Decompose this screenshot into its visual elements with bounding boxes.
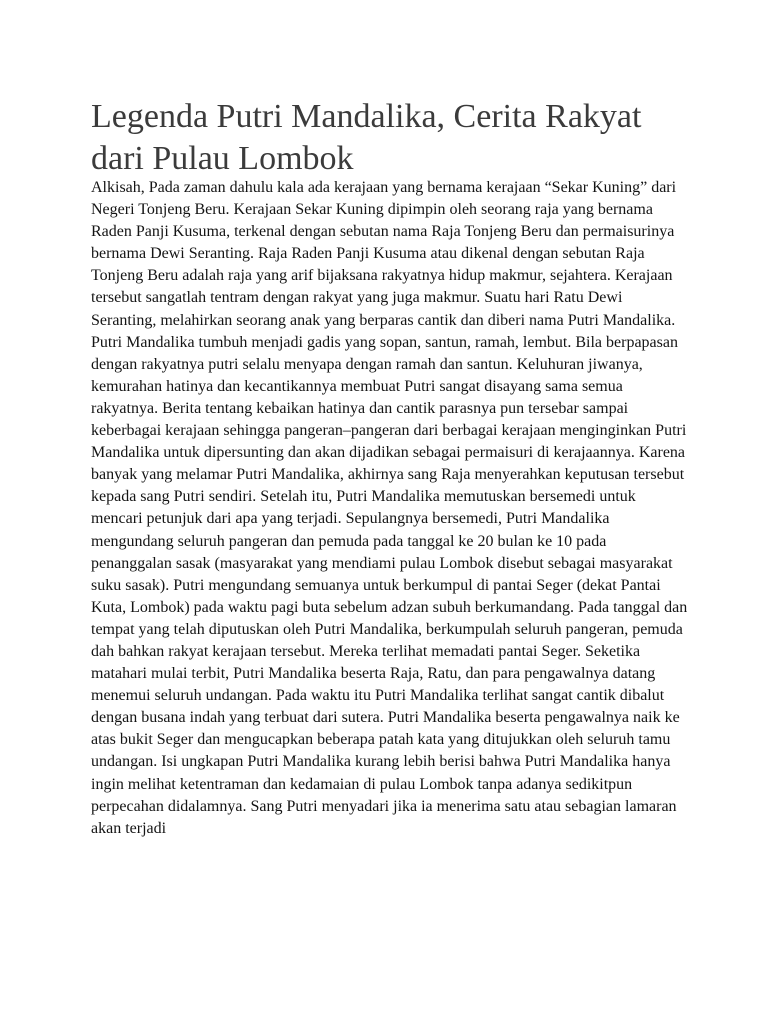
document-body-text: Alkisah, Pada zaman dahulu kala ada kerajaan yang bernama kerajaan “Sekar Kuning” dari Negeri Tonjeng Beru. Kerajaan Sekar Kuning dipimpin oleh seorang raja yang bernama Raden Panji Kusuma, terkenal dengan sebutan nama Raja Tonjeng Beru dan permaisurinya bernama Dewi Seranting. Raja Raden Panji Kusuma atau dikenal dengan sebutan Raja Tonjeng Beru adalah raja yang arif bijaksana rakyatnya hidup makmur, sejahtera. Kerajaan tersebut sangatlah tentram dengan rakyat yang juga makmur. Suatu hari Ratu Dewi Seranting, melahirkan seorang anak yang berparas cantik dan diberi nama Putri Mandalika. Putri Mandalika tumbuh menjadi gadis yang sopan, santun, ramah, lembut. Bila berpapasan dengan rakyatnya putri selalu menyapa dengan ramah dan santun. Keluhuran jiwanya, kemurahan hatinya dan kecantikannya membuat Putri sangat disayang sama semua rakyatnya. Berita tentang kebaikan hatinya dan cantik parasnya pun tersebar sampai keberbagai kerajaan sehingga pangeran–pangeran dari berbagai kerajaan menginginkan Putri Mandalika untuk dipersunting dan akan dijadikan sebagai permaisuri di kerajaannya. Karena banyak yang melamar Putri Mandalika, akhirnya sang Raja menyerahkan keputusan tersebut kepada sang Putri sendiri. Setelah itu, Putri Mandalika memutuskan bersemedi untuk mencari petunjuk dari apa yang terjadi. Sepulangnya bersemedi, Putri Mandalika mengundang seluruh pangeran dan pemuda pada tanggal ke 20 bulan ke 10 pada penanggalan sasak (masyarakat yang mendiami pulau Lombok disebut sebagai masyarakat suku sasak). Putri mengundang semuanya untuk berkumpul di pantai Seger (dekat Pantai Kuta, Lombok) pada waktu pagi buta sebelum adzan subuh berkumandang. Pada tanggal dan tempat yang telah diputuskan oleh Putri Mandalika, berkumpulah seluruh pangeran, pemuda dah bahkan rakyat kerajaan tersebut. Mereka terlihat memadati pantai Seger. Seketika matahari mulai terbit, Putri Mandalika beserta Raja, Ratu, dan para pengawalnya datang menemui seluruh undangan. Pada waktu itu Putri Mandalika terlihat sangat cantik dibalut dengan busana indah yang terbuat dari sutera. Putri Mandalika beserta pengawalnya naik ke atas bukit Seger dan mengucapkan beberapa patah kata yang ditujukkan oleh seluruh tamu undangan. Isi ungkapan Putri Mandalika kurang lebih berisi bahwa Putri Mandalika hanya ingin melihat ketentraman dan kedamaian di pulau Lombok tanpa adanya sedikitpun perpecahan didalamnya. Sang Putri menyadari jika ia menerima satu atau sebagian lamaran akan terjadi <box>91 179 688 837</box>
document-title: Legenda Putri Mandalika, Cerita Rakyat dari Pulau Lombok <box>91 98 642 177</box>
